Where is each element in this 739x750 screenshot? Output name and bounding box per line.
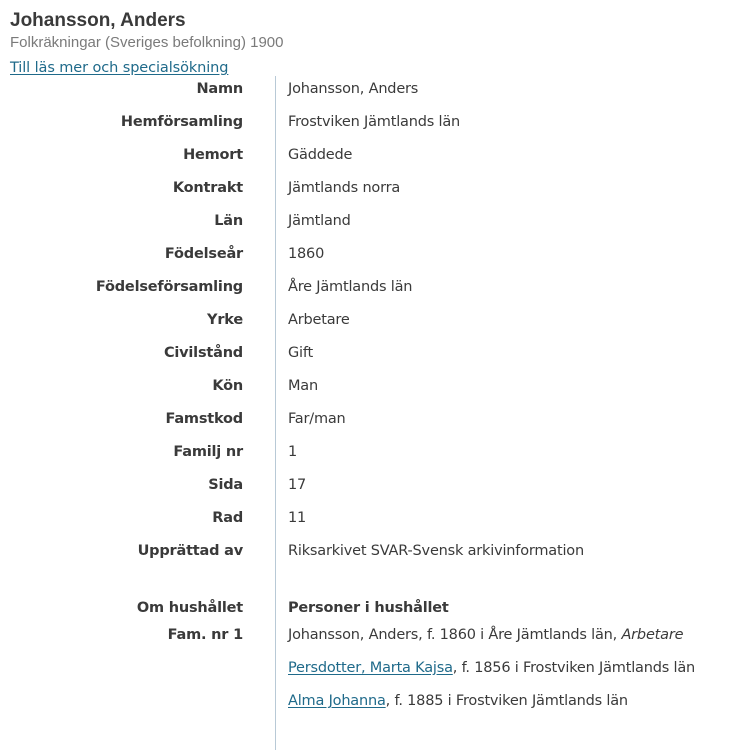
field-label: Namn [196, 81, 243, 97]
field-value: 17 [288, 477, 307, 493]
person-name: Johansson, Anders [288, 627, 419, 643]
household-person-row [288, 658, 695, 678]
field-value: Jämtland [288, 213, 351, 229]
field-value: 11 [288, 510, 307, 526]
field-row-upprattad-av [0, 539, 739, 572]
person-link[interactable]: Persdotter, Marta Kajsa [288, 660, 453, 676]
field-label: Famstkod [165, 411, 243, 427]
family-number-label: Fam. nr 1 [167, 627, 243, 643]
field-value: Gift [288, 345, 313, 361]
field-row-kon [0, 374, 739, 407]
field-value: Far/man [288, 411, 346, 427]
person-details: , f. 1860 i Åre Jämtlands län, [418, 627, 622, 643]
field-label: Rad [212, 510, 243, 526]
household-persons-heading: Personer i hushållet [288, 600, 449, 616]
field-value: Jämtlands norra [288, 180, 401, 196]
household-person-row [288, 625, 683, 645]
field-value: Arbetare [288, 312, 350, 328]
field-label: Kön [212, 378, 243, 394]
field-label: Familj nr [173, 444, 243, 460]
record-header [10, 9, 283, 77]
field-row-civilstand [0, 341, 739, 374]
field-row-hemort [0, 143, 739, 176]
field-value: 1 [288, 444, 298, 460]
field-value: Man [288, 378, 318, 394]
field-value: Frostviken Jämtlands län [288, 114, 460, 130]
person-occupation: Arbetare [621, 627, 684, 643]
field-label: Hemförsamling [120, 114, 243, 130]
field-row-fodelsear [0, 242, 739, 275]
field-row-sida [0, 473, 739, 506]
person-details: , f. 1885 i Frostviken Jämtlands län [385, 693, 628, 709]
field-label: Sida [208, 477, 243, 493]
field-label: Hemort [183, 147, 243, 163]
field-label: Födelseförsamling [95, 279, 243, 295]
person-details: , f. 1856 i Frostviken Jämtlands län [452, 660, 695, 676]
field-row-fodelseforsamling [0, 275, 739, 308]
field-value: Åre Jämtlands län [288, 279, 413, 295]
field-label: Civilstånd [163, 345, 243, 361]
field-row-familj-nr [0, 440, 739, 473]
page-title: Johansson, Anders [10, 10, 186, 31]
field-row-lan [0, 209, 739, 242]
field-value: Johansson, Anders [288, 81, 419, 97]
household-label: Om hushållet [136, 600, 243, 616]
field-value: 1860 [288, 246, 325, 262]
field-value: Riksarkivet SVAR-Svensk arkivinformation [288, 543, 584, 559]
field-label: Födelseår [164, 246, 243, 262]
field-row-famstkod [0, 407, 739, 440]
read-more-link[interactable]: Till läs mer och specialsökning [10, 60, 229, 76]
household-person-row [288, 691, 628, 711]
field-row-hemforsamling [0, 110, 739, 143]
record-fields [0, 77, 739, 572]
field-label: Kontrakt [172, 180, 243, 196]
field-value: Gäddede [288, 147, 353, 163]
field-row-kontrakt [0, 176, 739, 209]
field-row-yrke [0, 308, 739, 341]
field-row-rad [0, 506, 739, 539]
person-link[interactable]: Alma Johanna [288, 693, 386, 709]
field-label: Län [214, 213, 243, 229]
field-label: Yrke [207, 312, 243, 328]
field-label: Upprättad av [137, 543, 243, 559]
source-subtitle: Folkräkningar (Sveriges befolkning) 1900 [10, 34, 284, 51]
field-row-namn [0, 77, 739, 110]
